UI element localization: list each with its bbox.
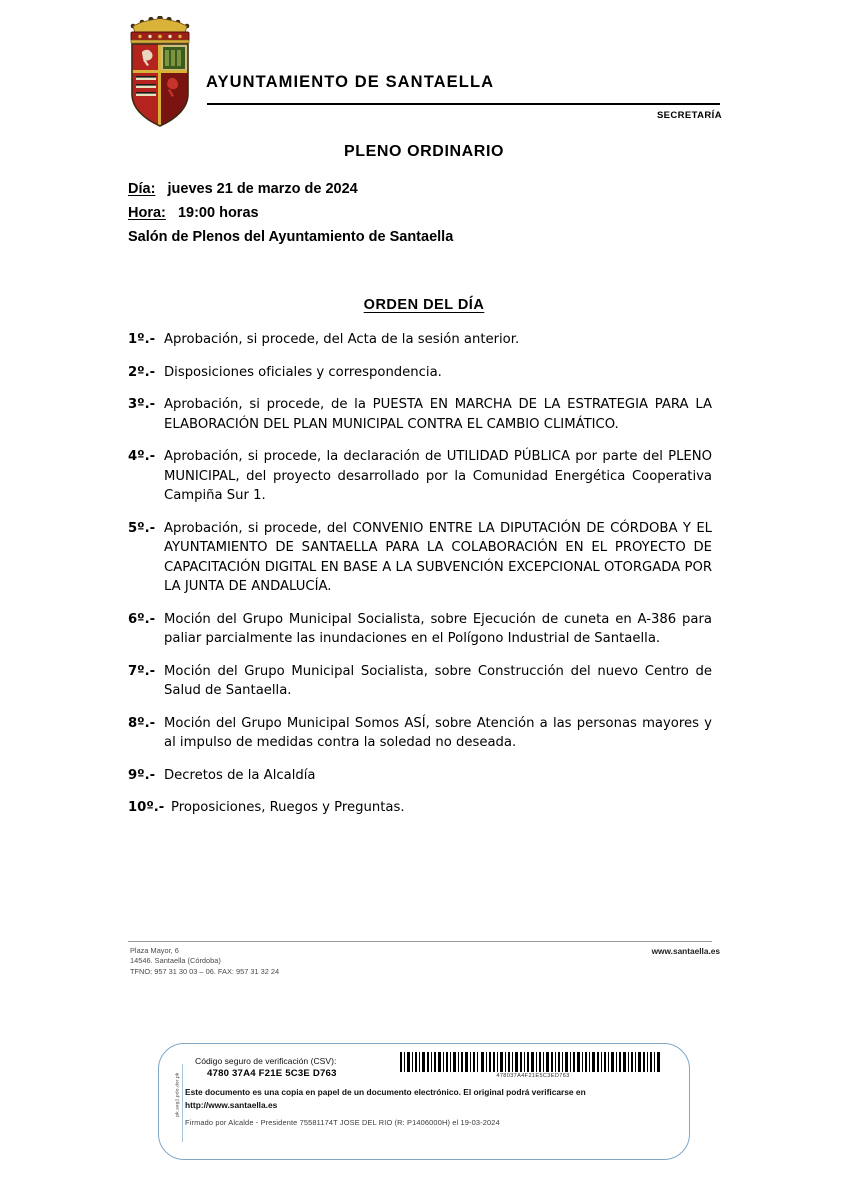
agenda-item-number: 2º.- [128, 364, 156, 380]
agenda-item-number: 5º.- [128, 520, 156, 536]
agenda-item-number: 3º.- [128, 397, 156, 412]
agenda-item-text: Proposiciones, Ruegos y Preguntas. [171, 800, 405, 815]
csv-sidebar [170, 1064, 183, 1142]
agenda-item [128, 330, 712, 350]
meeting-time-value: 19:00 horas [177, 205, 259, 221]
agenda-item-number: 4º.- [128, 449, 156, 464]
footer-website-link[interactable]: www.santaella.es [651, 946, 720, 956]
agenda-item-text: Moción del Grupo Municipal Socialista, sobre Ejecución de cuneta en A-386 para paliar parcialmente las inundaciones en el Polígono Industrial de Santaella. [164, 611, 712, 646]
agenda-item-number: 9º.- [128, 767, 156, 783]
meeting-day-value: jueves 21 de marzo de 2024 [167, 181, 358, 197]
footer-address [130, 946, 279, 977]
agenda-item-number: 6º.- [128, 611, 156, 627]
csv-note: Este documento es una copia en papel de un documento electrónico. El original podrá verificarse en http://www.santaella.es [185, 1087, 586, 1110]
barcode-container [399, 1052, 667, 1079]
agenda-item-text: Decretos de la Alcaldía [164, 767, 316, 783]
agenda-item-text: Disposiciones oficiales y correspondencia. [164, 364, 442, 380]
csv-code: 4780 37A4 F21E 5C3E D763 [207, 1068, 337, 1079]
coat-of-arms-icon [124, 16, 196, 128]
agenda-item-text: Aprobación, si procede, la declaración de UTILIDAD PÚBLICA por parte del PLENO MUNICIPAL, del proyecto desarrollado por la Comunidad Energética Cooperativa Campiña Sur 1. [164, 449, 712, 503]
footer-divider [128, 941, 712, 942]
agenda-item [128, 447, 712, 506]
agenda-item [128, 662, 712, 701]
agenda-item [128, 766, 712, 786]
agenda-item-text: Aprobación, si procede, del CONVENIO ENTRE LA DIPUTACIÓN DE CÓRDOBA Y EL AYUNTAMIENTO DE SANTAELLA PARA LA COLABORACIÓN EN EL PROYECTO DE CAPACITACIÓN DIGITAL EN BASE A LA SUBVENCIÓN EXCEPCIONAL OTORGADA POR LA JUNTA DE ANDALUCÍA. [164, 520, 712, 594]
agenda-item-number: 8º.- [128, 715, 156, 731]
csv-vertical-label: pk.seg2.pdo.der.pk [174, 1072, 180, 1117]
agenda-list [128, 330, 712, 831]
department-label: SECRETARÍA [656, 110, 722, 121]
footer-address-line-2: 14546. Santaella (Córdoba) [130, 956, 221, 966]
agenda-item [128, 395, 712, 434]
agenda-heading [0, 297, 848, 313]
meeting-day-label: Día: [128, 181, 156, 197]
agenda-item [128, 519, 712, 597]
document-title: PLENO ORDINARIO [343, 143, 505, 160]
page-title: AYUNTAMIENTO DE SANTAELLA [206, 73, 495, 91]
agenda-item-text: Moción del Grupo Municipal Somos ASÍ, sobre Atención a las personas mayores y al impulso de medidas contra la soledad no deseada. [164, 715, 712, 750]
agenda-item-text: Aprobación, si procede, de la PUESTA EN MARCHA DE LA ESTRATEGIA PARA LA ELABORACIÓN DEL PLAN MUNICIPAL CONTRA EL CAMBIO CLIMÁTICO. [164, 397, 712, 432]
agenda-heading-text: ORDEN DEL DÍA [363, 297, 485, 313]
agenda-item [128, 610, 712, 649]
agenda-item-number: 7º.- [128, 663, 156, 679]
meeting-place: Salón de Plenos del Ayuntamiento de Santaella [128, 229, 454, 245]
agenda-item-text: Aprobación, si procede, del Acta de la sesión anterior. [164, 332, 520, 347]
barcode-value: 478037A4F21E5C3ED763 [496, 1073, 570, 1079]
csv-verification-box [158, 1043, 690, 1160]
barcode-icon [399, 1052, 664, 1072]
agenda-item [128, 363, 712, 383]
agenda-item-number: 1º.- [128, 332, 156, 347]
meeting-details [128, 177, 728, 249]
meeting-time-label: Hora: [128, 205, 166, 221]
csv-signer: Firmado por Alcalde - Presidente 75581174T JOSE DEL RIO (R: P1406000H) el 19-03-2024 [185, 1118, 500, 1127]
agenda-item [128, 714, 712, 753]
meeting-day-row [128, 177, 728, 201]
header-divider [207, 103, 720, 105]
agenda-item [128, 798, 712, 818]
csv-label: Código seguro de verificación (CSV): [195, 1056, 337, 1066]
footer-address-line-1: Plaza Mayor, 6 [130, 946, 179, 955]
meeting-time-row [128, 201, 728, 225]
agenda-item-number: 10º.- [128, 800, 165, 815]
footer-address-line-3: TFNO: 957 31 30 03 – 06. FAX: 957 31 32 24 [130, 966, 280, 976]
document-header [0, 0, 848, 132]
agenda-item-text: Moción del Grupo Municipal Socialista, sobre Construcción del nuevo Centro de Salud de Santaella. [164, 663, 712, 698]
